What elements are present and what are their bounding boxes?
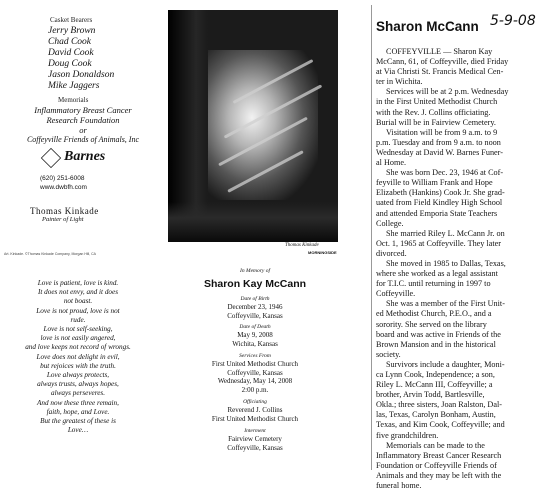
painting-publisher: MORNINGSIDE bbox=[308, 250, 337, 255]
clipping-line: Okla.; three sisters, Joan Ralston, Dal- bbox=[376, 400, 502, 410]
clipping-body bbox=[376, 47, 538, 491]
poem-line: but rejoices with the truth. bbox=[40, 361, 116, 370]
poem-line: Love is patient, love is kind. bbox=[37, 279, 119, 287]
poem-line: Love is not self-seeking, bbox=[43, 325, 113, 334]
casket-bearers-title: Casket Bearers bbox=[50, 16, 93, 24]
poem-line: Love… bbox=[67, 426, 89, 435]
casket-memorials-card bbox=[0, 0, 160, 262]
service-program-card bbox=[160, 262, 350, 470]
clipping-line: Memorials can be made to the bbox=[386, 440, 485, 450]
clipping-line: sorority. She served on the library bbox=[376, 319, 487, 329]
poem-line: rude. bbox=[70, 315, 86, 324]
landscape-painting bbox=[168, 10, 338, 242]
poem-line: And now these three remain, bbox=[37, 398, 119, 407]
clipping-line: Survivors include a daughter, Moni- bbox=[386, 359, 505, 369]
clipping-line: Animals and they may be left with the bbox=[376, 470, 502, 480]
poem-line: Love does not delight in evil, bbox=[36, 352, 120, 361]
clipping-line: Burial will be in Fairview Cemetery. bbox=[376, 117, 496, 127]
birth-date: December 23, 1946 bbox=[227, 303, 283, 311]
clipping-line: Services will be at 2 p.m. Wednesday bbox=[386, 87, 509, 97]
cemetery-name: Fairview Cemetery bbox=[228, 435, 282, 443]
memorial-line: Inflammatory Breast Cancer bbox=[34, 105, 132, 115]
clipping-line: Elizabeth (Hankins) Cook Jr. She grad- bbox=[376, 188, 505, 198]
clipping-line: Inflammatory Breast Cancer Research bbox=[376, 450, 502, 460]
copyright-fineprint: Art. Kinkade. ©Thomas Kinkade Company, Morgan Hill, CA bbox=[4, 252, 96, 256]
clipping-line: at Via Christi St. Francis Medical Cen- bbox=[376, 67, 504, 77]
services-church: First United Methodist Church bbox=[211, 360, 299, 368]
casket-bearer-name: David Cook bbox=[48, 48, 94, 58]
death-label: Date of Death bbox=[239, 324, 271, 330]
clipping-line: ed Methodist Church, P.E.O., and a bbox=[376, 309, 492, 319]
death-date: May 9, 2008 bbox=[237, 331, 273, 339]
funeral-home-phone: (620) 251-6008 bbox=[40, 175, 85, 182]
clipping-line: five grandchildren. bbox=[376, 430, 439, 440]
services-time: 2:00 p.m. bbox=[241, 385, 269, 394]
death-place: Wichita, Kansas bbox=[232, 339, 278, 348]
poem-line: always trusts, always hopes, bbox=[37, 380, 119, 389]
clipping-line: She was a member of the First Unit- bbox=[386, 299, 505, 309]
birth-label: Date of Birth bbox=[240, 296, 270, 302]
casket-bearer-name: Mike Jaggers bbox=[48, 81, 100, 91]
casket-bearer-name: Doug Cook bbox=[48, 59, 92, 69]
clipping-line: and attended Emporia State Teachers bbox=[376, 208, 498, 218]
clipping-line: Riley L. McCann III, Coffeyville; a bbox=[376, 380, 493, 390]
painting-panel bbox=[160, 0, 350, 262]
clipping-line: brother, Arvin Todd, Bartlesville, bbox=[376, 390, 485, 400]
memorial-line: Research Foundation bbox=[46, 115, 120, 125]
handwritten-date: 5-9-08 bbox=[490, 13, 536, 29]
clipping-line: board and was active in Friends of the bbox=[376, 329, 501, 339]
casket-bearer-name: Jerry Brown bbox=[48, 26, 96, 36]
poem-line: Love is not proud, love is not bbox=[36, 306, 120, 315]
services-label: Services From bbox=[239, 353, 271, 359]
artist-tagline: Painter of Light bbox=[42, 216, 84, 223]
diamond-logo-icon bbox=[41, 148, 61, 168]
clipping-line: ter in Wichita. bbox=[376, 77, 423, 87]
clipping-line: uated from Field Kindley High School bbox=[376, 198, 503, 208]
clipping-line: Visitation will be from 9 a.m. to 9 bbox=[386, 127, 498, 137]
clipping-line: with the Rev. J. Collins officiating. bbox=[376, 107, 491, 117]
officiant-church: First United Methodist Church bbox=[211, 414, 299, 423]
clipping-line: Foundation or Coffeyville Friends of bbox=[376, 460, 497, 470]
clipping-headline: Sharon McCann bbox=[376, 19, 479, 34]
cemetery-city: Coffeyville, Kansas bbox=[227, 443, 283, 452]
services-date: Wednesday, May 14, 2008 bbox=[217, 377, 293, 385]
interment-label: Interment bbox=[244, 428, 266, 434]
funeral-home-logo-text: Barnes bbox=[64, 149, 106, 164]
clipping-line: She was born Dec. 23, 1946 at Cof- bbox=[386, 168, 504, 178]
clipping-line: in the First United Methodist Church bbox=[376, 97, 498, 107]
clipping-line: divorced. bbox=[376, 248, 407, 258]
clipping-line: Oct. 1, 1965 at Coffeyville. They later bbox=[376, 238, 501, 248]
poem-line: Love always protects, bbox=[46, 371, 110, 380]
poem-line: always perseveres. bbox=[50, 389, 106, 398]
clipping-line: Wednesday at David W. Barnes Funer- bbox=[376, 147, 503, 157]
clipping-line: ca Lynn Cook, Independence; a son, bbox=[376, 370, 495, 379]
clipping-line: She married Riley L. McCann Jr. on bbox=[386, 228, 505, 238]
poem-line: But the greatest of these is bbox=[40, 417, 116, 426]
birth-place: Coffeyville, Kansas bbox=[227, 311, 283, 320]
memorial-line: or bbox=[79, 125, 87, 135]
poem-line: faith, hope, and Love. bbox=[46, 407, 110, 416]
clipping-line: where she worked as a legal assistant bbox=[376, 269, 498, 279]
casket-bearer-name: Chad Cook bbox=[48, 37, 92, 47]
clipping-line: for T.I.C. until returning in 1997 to bbox=[376, 279, 491, 289]
clipping-line: feyville to William Frank and Hope bbox=[376, 178, 493, 188]
clipping-line: Brown Mansion and in the historical bbox=[376, 339, 496, 349]
poem-text bbox=[8, 279, 148, 435]
clipping-line: society. bbox=[376, 349, 401, 359]
funeral-home-logo bbox=[42, 149, 120, 171]
memorial-line: Coffeyville Friends of Animals, Inc bbox=[26, 135, 140, 144]
clipping-line: COFFEYVILLE — Sharon Kay bbox=[386, 47, 493, 56]
poem-line: love is not easily angered, bbox=[40, 334, 116, 343]
clipping-line: McCann, 61, of Coffeyville, died Friday bbox=[376, 57, 509, 67]
casket-bearer-name: Jason Donaldson bbox=[48, 70, 115, 80]
officiant-name: Reverend J. Collins bbox=[227, 406, 283, 414]
clipping-line: College. bbox=[376, 218, 404, 228]
services-city: Coffeyville, Kansas bbox=[227, 368, 283, 377]
painting-signature: Thomas Kinkade bbox=[285, 243, 319, 248]
clipping-line: Coffeyville. bbox=[376, 289, 416, 299]
memorials-title: Memorials bbox=[58, 96, 89, 104]
clipping-line: She moved in 1985 to Dallas, Texas, bbox=[386, 258, 506, 268]
clipping-line: p.m. Tuesday and from 9 a.m. to noon bbox=[376, 137, 501, 147]
poem-card bbox=[0, 262, 160, 470]
clipping-line: funeral home. bbox=[376, 481, 422, 491]
clipping-line: Texas, and Kim Cook, Coffeyville; and bbox=[376, 420, 505, 430]
obituary-clipping bbox=[371, 5, 539, 491]
poem-line: not boast. bbox=[63, 297, 93, 306]
artist-name: Thomas Kinkade bbox=[30, 206, 99, 216]
officiating-label: Officiating bbox=[243, 399, 267, 405]
deceased-name: Sharon Kay McCann bbox=[203, 278, 307, 290]
in-memory-label: In Memory of bbox=[240, 268, 270, 274]
funeral-home-website: www.dwbfh.com bbox=[40, 184, 87, 191]
poem-line: and love keeps not record of wrongs. bbox=[25, 343, 131, 352]
clipping-line: al Home. bbox=[376, 158, 407, 168]
clipping-line: las, Texas, Carolyn Bonham, Austin, bbox=[376, 410, 496, 420]
poem-line: It does not envy, and it does bbox=[37, 288, 119, 297]
